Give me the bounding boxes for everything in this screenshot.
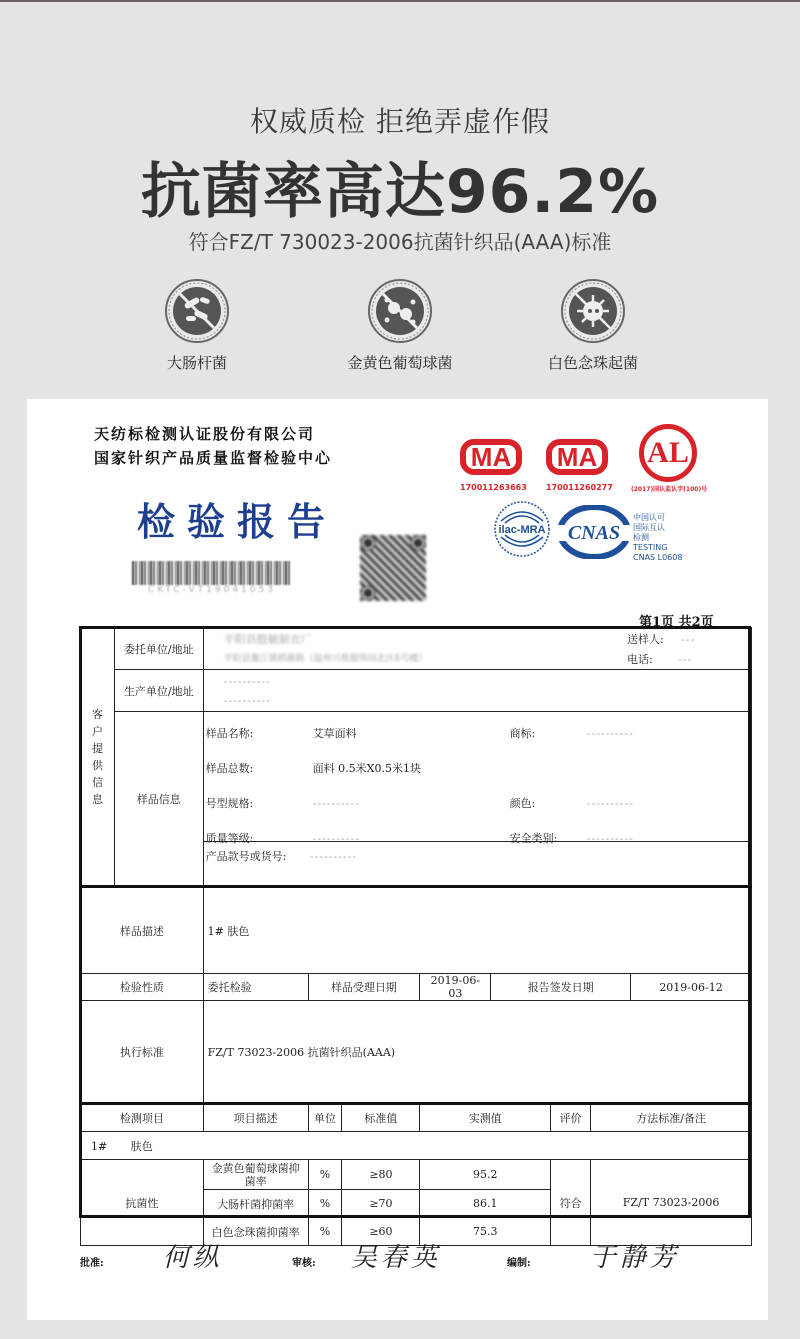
header-measured: 实测值 [420,1104,551,1132]
result-measured: 95.2 [420,1160,551,1190]
phone-label: 电话: [627,652,653,666]
result-desc: 大肠杆菌抑菌率 [203,1190,308,1218]
approve-label: 批准: [80,1258,104,1269]
ilac-mra-logo [493,499,551,559]
badge-label: 金黄色葡萄球菌 [347,354,453,372]
result-measured: 75.3 [420,1218,551,1246]
test-report-document [27,399,768,1320]
client-label: 委托单位/地址 [114,628,203,670]
producer-line-2: ---------- [223,693,271,707]
trademark-label: 商标: [509,727,536,740]
badge-label: 大肠杆菌 [166,354,227,372]
grade-value: ---------- [312,832,360,845]
badge-staphylococcus [320,278,480,373]
sender-value: --- [681,632,696,646]
producer-row [81,670,752,712]
cnas-logo [558,505,630,559]
result-measured: 86.1 [420,1190,551,1218]
nature-row [81,974,752,1001]
issued-date-value: 2019-06-12 [631,974,752,1001]
report-title: 检验报告 [137,499,338,544]
group-label: 客户提供信息 [91,707,103,806]
cma-number-1: 170011263663 [460,483,527,492]
color-value: ---------- [586,797,634,810]
header-description: 项目描述 [203,1104,308,1132]
cma-number-2: 170011260277 [546,483,613,492]
grade-label: 质量等级: [205,832,254,845]
standard-value: FZ/T 73023-2006 抗菌针织品(AAA) [203,1001,751,1104]
e-coli-banned-icon [164,278,230,344]
cal-number: (2017)国认监认字(100)号 [631,486,708,493]
model-label: 号型规格: [205,797,254,810]
compile-signature [507,1237,680,1274]
client-row [81,628,752,670]
svg-text:CNAS: CNAS [567,522,621,544]
cma-logo-1: MA [460,439,522,475]
cnas-line: 国际互认 [633,523,665,532]
cal-logo: AL [639,424,697,482]
page-indicator: 第1页 共2页 [639,615,714,630]
client-name: 平阳县殷敏制衣厂 [223,632,312,646]
header-evaluation: 评价 [551,1104,591,1132]
badge-label: 白色念珠起菌 [547,354,638,372]
qr-code [360,535,426,601]
sample-info-row [81,712,752,887]
result-standard: ≥60 [342,1218,420,1246]
safety-value: ---------- [586,832,634,845]
sample-info-cell [203,712,751,887]
nature-label: 检验性质 [81,974,204,1001]
hero-headline: 抗菌率高达96.2% [140,157,660,227]
bacteria-badges [0,278,800,378]
product-no-value: ---------- [309,850,358,863]
producer-value-cell [203,670,751,712]
nature-value: 委托检验 [203,974,308,1001]
cnas-line: TESTING [633,543,668,552]
header-standard: 标准值 [342,1104,420,1132]
result-header-row [81,1104,752,1132]
issued-date-label: 报告签发日期 [491,974,631,1001]
compile-name: 于静芳 [589,1243,680,1273]
hero-subtitle: 权威质检 拒绝弄虚作假 [250,105,550,138]
result-standard: ≥70 [342,1190,420,1218]
standard-label: 执行标准 [81,1001,204,1104]
header-method: 方法标准/备注 [591,1104,752,1132]
result-row [81,1160,752,1190]
result-unit: % [308,1190,342,1218]
result-unit: % [308,1218,342,1246]
sender-label: 送样人: [627,632,664,646]
sample-info-fields [204,712,751,845]
product-no-label: 产品款号或货号: [205,850,287,863]
result-desc: 金黄色葡萄球菌抑菌率 [203,1160,308,1190]
client-address: 平阳县鳌江镇鸥藤路（温州兴敖服饰园北区6号楼） [223,653,428,664]
standard-row [81,1001,752,1104]
received-date-value: 2019-06-03 [420,974,491,1001]
result-standard: ≥80 [342,1160,420,1190]
trademark-value: ---------- [586,727,634,740]
header-test-item: 检测项目 [81,1104,204,1132]
group-label-cell [81,628,115,887]
issuing-organization [94,422,332,470]
evaluation: 符合 [551,1160,591,1246]
received-date-label: 样品受理日期 [308,974,420,1001]
review-signature [292,1237,441,1274]
result-desc: 白色念珠菌抑菌率 [203,1218,308,1246]
producer-line-1: ---------- [223,674,271,688]
client-line-2 [208,651,747,667]
sample-id-cell [81,1132,752,1160]
approve-name: 何纵 [162,1243,223,1273]
cnas-line: 检测 [633,533,649,542]
sample-info-label: 样品信息 [114,712,203,887]
review-name: 吴春英 [350,1243,441,1273]
phone-value: --- [678,652,693,666]
sample-id-row [81,1132,752,1160]
client-line-1 [208,631,747,647]
header-unit: 单位 [308,1104,342,1132]
compile-label: 编制: [507,1258,531,1269]
org-name: 天纺标检测认证股份有限公司 [94,425,316,443]
svg-text:ilac-MRA: ilac-MRA [498,524,546,536]
hero-standard: 符合FZ/T 730023-2006抗菌针织品(AAA)标准 [188,230,612,254]
staphylococcus-banned-icon [367,278,433,344]
badge-e-coli [117,278,277,373]
cnas-description [633,513,682,563]
client-value-cell [203,628,751,670]
candida-banned-icon [560,278,626,344]
sample-name-value: 艾草面料 [312,727,357,740]
cnas-line: CNAS L0608 [633,553,683,562]
barcode [132,561,292,585]
cma-logo-2: MA [546,439,608,475]
color-label: 颜色: [509,797,536,810]
review-label: 审核: [292,1258,316,1269]
description-row [81,887,752,974]
safety-label: 安全类别: [509,832,558,845]
top-border [0,0,800,2]
sample-id: 1# [91,1139,108,1153]
sample-count-value: 面料 0.5米X0.5米1块 [312,762,421,775]
cnas-line: 中国认可 [633,513,665,522]
result-unit: % [308,1160,342,1190]
description-value: 1# 肤色 [203,887,751,974]
sample-color: 肤色 [130,1139,153,1153]
org-center: 国家针织产品质量监督检验中心 [94,449,333,467]
badge-candida [513,278,673,373]
producer-label: 生产单位/地址 [114,670,203,712]
sample-count-label: 样品总数: [205,762,254,775]
model-value: ---------- [312,797,360,810]
test-item: 抗菌性 [81,1160,204,1246]
description-label: 样品描述 [81,887,204,974]
barcode-number: CKTC-VT19041053 [148,585,276,595]
report-table [80,627,752,1246]
approve-signature [80,1237,223,1274]
method-standard: FZ/T 73023-2006 [591,1160,752,1246]
sample-name-label: 样品名称: [205,727,254,740]
